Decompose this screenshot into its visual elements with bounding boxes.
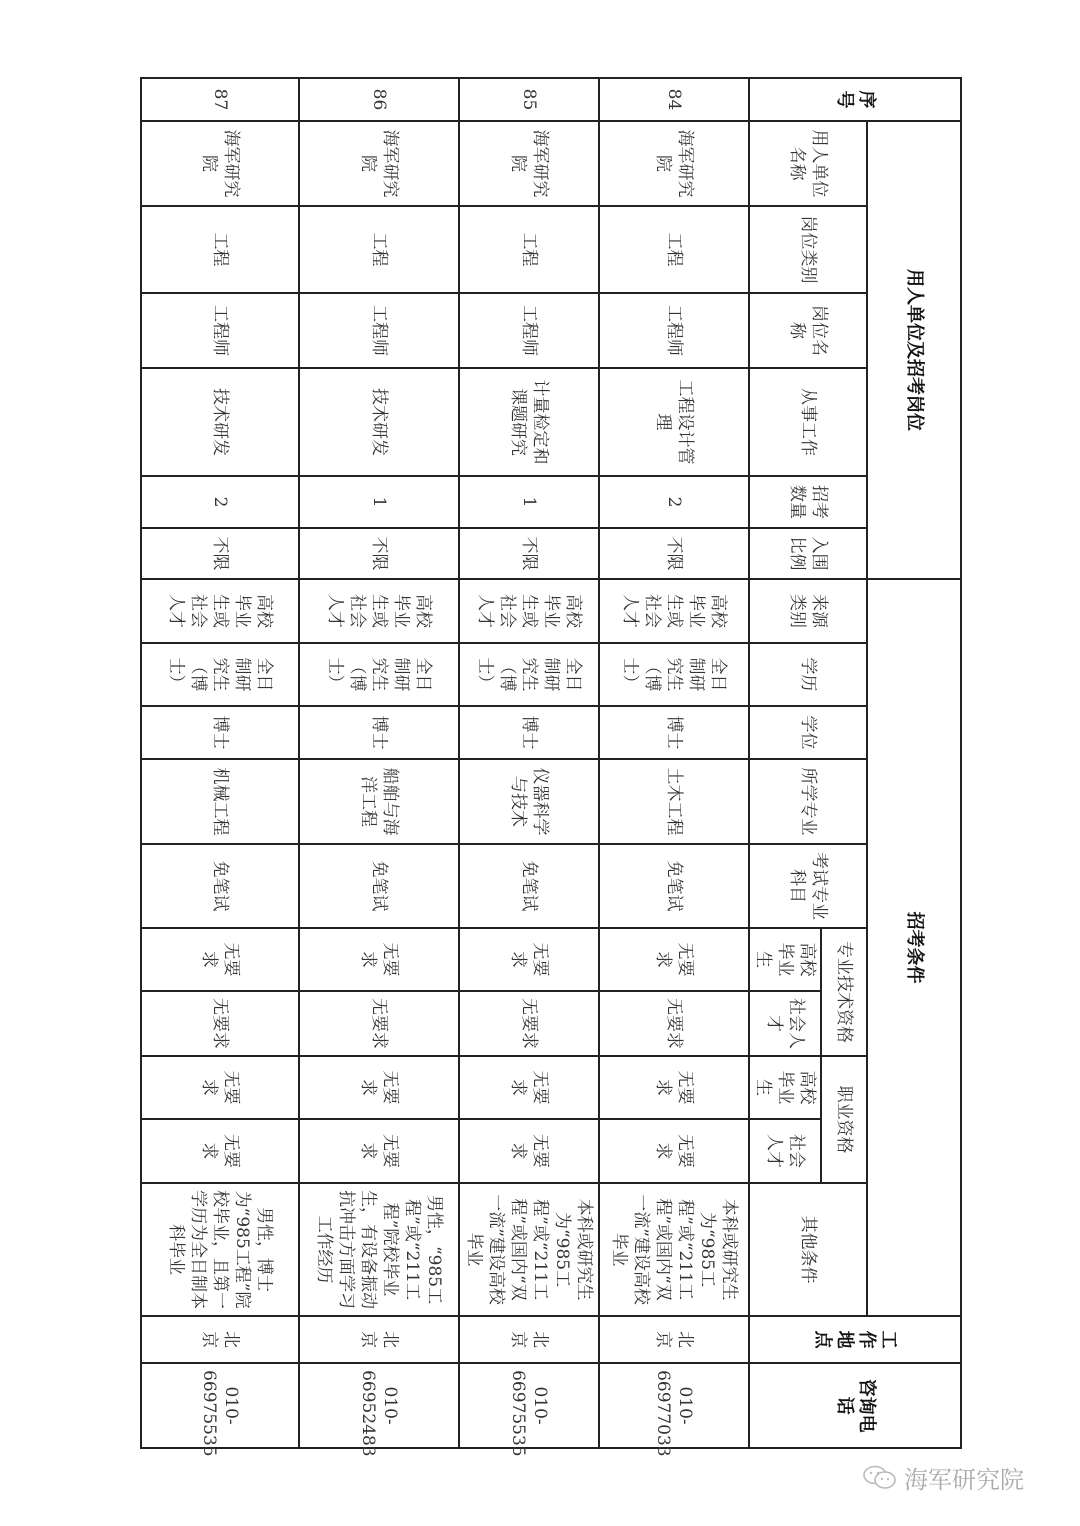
cell-ratio: 不限 — [299, 528, 459, 579]
cell-phone: 010-66952483 — [299, 1363, 459, 1448]
cell-major: 土木工程 — [599, 759, 749, 844]
cell-education: 全日制研究生（博士） — [599, 643, 749, 706]
cell-exam: 免笔试 — [599, 844, 749, 928]
cell-tech-grad: 无要求 — [599, 928, 749, 991]
cell-tech-social: 无要求 — [141, 991, 299, 1056]
cell-source: 高校毕业生或社会人才 — [299, 579, 459, 643]
header-exam: 考试专业科目 — [749, 844, 867, 928]
cell-major: 机械工程 — [141, 759, 299, 844]
cell-location: 北京 — [599, 1316, 749, 1363]
cell-job-name: 工程师 — [141, 293, 299, 368]
cell-prof-social: 无要求 — [141, 1119, 299, 1183]
cell-location: 北京 — [141, 1316, 299, 1363]
cell-job-name: 工程师 — [299, 293, 459, 368]
cell-seq: 85 — [459, 78, 599, 121]
table-row — [459, 78, 599, 1448]
cell-degree: 博士 — [141, 706, 299, 759]
header-tech-grad: 高校毕业生 — [749, 928, 821, 991]
cell-job-name: 工程师 — [599, 293, 749, 368]
cell-prof-social: 无要求 — [459, 1119, 599, 1183]
cell-ratio: 不限 — [599, 528, 749, 579]
cell-phone: 010-66977033 — [599, 1363, 749, 1448]
header-row-2 — [821, 78, 867, 1448]
cell-job-type: 工程 — [599, 206, 749, 293]
recruitment-table-page — [166, 77, 962, 1457]
cell-tech-social: 无要求 — [299, 991, 459, 1056]
header-conditions-group: 招考条件 — [867, 579, 961, 1316]
cell-degree: 博士 — [299, 706, 459, 759]
header-job-type: 岗位类别 — [749, 206, 867, 293]
cell-location: 北京 — [459, 1316, 599, 1363]
recruitment-table — [140, 77, 962, 1457]
header-seq: 序号 — [749, 78, 961, 121]
header-employer-group: 用人单位及招考岗位 — [867, 121, 961, 579]
cell-ratio: 不限 — [141, 528, 299, 579]
cell-job-type: 工程 — [141, 206, 299, 293]
cell-work: 计量检定和课题研究 — [459, 368, 599, 476]
cell-phone: 010-66975535 — [141, 1363, 299, 1448]
cell-source: 高校毕业生或社会人才 — [141, 579, 299, 643]
header-source: 来源类别 — [749, 579, 867, 643]
cell-quota: 2 — [599, 476, 749, 528]
cell-education: 全日制研究生（博士） — [459, 643, 599, 706]
header-tech-qual: 专业技术资格 — [821, 928, 867, 1056]
cell-seq: 84 — [599, 78, 749, 121]
wechat-icon — [862, 1465, 898, 1491]
header-ratio: 入围比例 — [749, 528, 867, 579]
cell-education: 全日制研究生（博士） — [299, 643, 459, 706]
header-quota: 招考数量 — [749, 476, 867, 528]
cell-job-type: 工程 — [459, 206, 599, 293]
watermark-text: 海军研究院 — [904, 1466, 1024, 1494]
header-prof-grad: 高校毕业生 — [749, 1056, 821, 1119]
header-tech-social: 社会人才 — [749, 991, 821, 1056]
cell-other: 男性，博士为“985工程”院校毕业，且第一学历为全日制本科毕业 — [141, 1183, 299, 1316]
cell-exam: 免笔试 — [141, 844, 299, 928]
cell-tech-social: 无要求 — [599, 991, 749, 1056]
header-row-1 — [867, 78, 961, 1448]
header-phone: 咨询电话 — [749, 1363, 961, 1448]
cell-ratio: 不限 — [459, 528, 599, 579]
table-row — [141, 78, 299, 1448]
header-prof-social: 社会人才 — [749, 1119, 821, 1183]
cell-seq: 87 — [141, 78, 299, 121]
cell-exam: 免笔试 — [299, 844, 459, 928]
cell-other: 本科或研究生为“985工程”或“211工程”或国内“双一流”建设高校毕业 — [599, 1183, 749, 1316]
cell-degree: 博士 — [459, 706, 599, 759]
cell-tech-grad: 无要求 — [459, 928, 599, 991]
cell-work: 工程设计管理 — [599, 368, 749, 476]
cell-job-name: 工程师 — [459, 293, 599, 368]
header-work: 从事工作 — [749, 368, 867, 476]
cell-quota: 1 — [299, 476, 459, 528]
cell-degree: 博士 — [599, 706, 749, 759]
cell-prof-grad: 无要求 — [141, 1056, 299, 1119]
cell-major: 仪器科学与技术 — [459, 759, 599, 844]
header-degree: 学位 — [749, 706, 867, 759]
cell-unit-name: 海军研究院 — [141, 121, 299, 206]
cell-location: 北京 — [299, 1316, 459, 1363]
cell-unit-name: 海军研究院 — [459, 121, 599, 206]
cell-work: 技术研发 — [141, 368, 299, 476]
rotated-table-wrapper — [166, 77, 962, 1457]
cell-work: 技术研发 — [299, 368, 459, 476]
cell-unit-name: 海军研究院 — [299, 121, 459, 206]
cell-source: 高校毕业生或社会人才 — [599, 579, 749, 643]
cell-unit-name: 海军研究院 — [599, 121, 749, 206]
header-prof-qual: 职业资格 — [821, 1056, 867, 1183]
header-major: 所学专业 — [749, 759, 867, 844]
header-other: 其他条件 — [749, 1183, 867, 1316]
cell-tech-grad: 无要求 — [299, 928, 459, 991]
table-row — [599, 78, 749, 1448]
cell-exam: 免笔试 — [459, 844, 599, 928]
table-row — [299, 78, 459, 1448]
cell-seq: 86 — [299, 78, 459, 121]
watermark — [862, 1460, 1024, 1495]
header-location: 工作地点 — [749, 1316, 961, 1363]
cell-quota: 2 — [141, 476, 299, 528]
cell-quota: 1 — [459, 476, 599, 528]
cell-prof-grad: 无要求 — [459, 1056, 599, 1119]
cell-major: 船舶与海洋工程 — [299, 759, 459, 844]
cell-education: 全日制研究生（博士） — [141, 643, 299, 706]
cell-prof-social: 无要求 — [599, 1119, 749, 1183]
header-job-name: 岗位名称 — [749, 293, 867, 368]
cell-tech-grad: 无要求 — [141, 928, 299, 991]
cell-prof-grad: 无要求 — [599, 1056, 749, 1119]
cell-other: 本科或研究生为“985工程”或“211工程”或国内“双一流”建设高校毕业 — [459, 1183, 599, 1316]
cell-source: 高校毕业生或社会人才 — [459, 579, 599, 643]
header-education: 学历 — [749, 643, 867, 706]
header-unit-name: 用人单位名称 — [749, 121, 867, 206]
cell-prof-grad: 无要求 — [299, 1056, 459, 1119]
cell-other: 男性，“985工程”或“211工程”院校毕业生，有设备振动抗冲击方面学习工作经历 — [299, 1183, 459, 1316]
cell-phone: 010-66975535 — [459, 1363, 599, 1448]
cell-prof-social: 无要求 — [299, 1119, 459, 1183]
cell-job-type: 工程 — [299, 206, 459, 293]
cell-tech-social: 无要求 — [459, 991, 599, 1056]
